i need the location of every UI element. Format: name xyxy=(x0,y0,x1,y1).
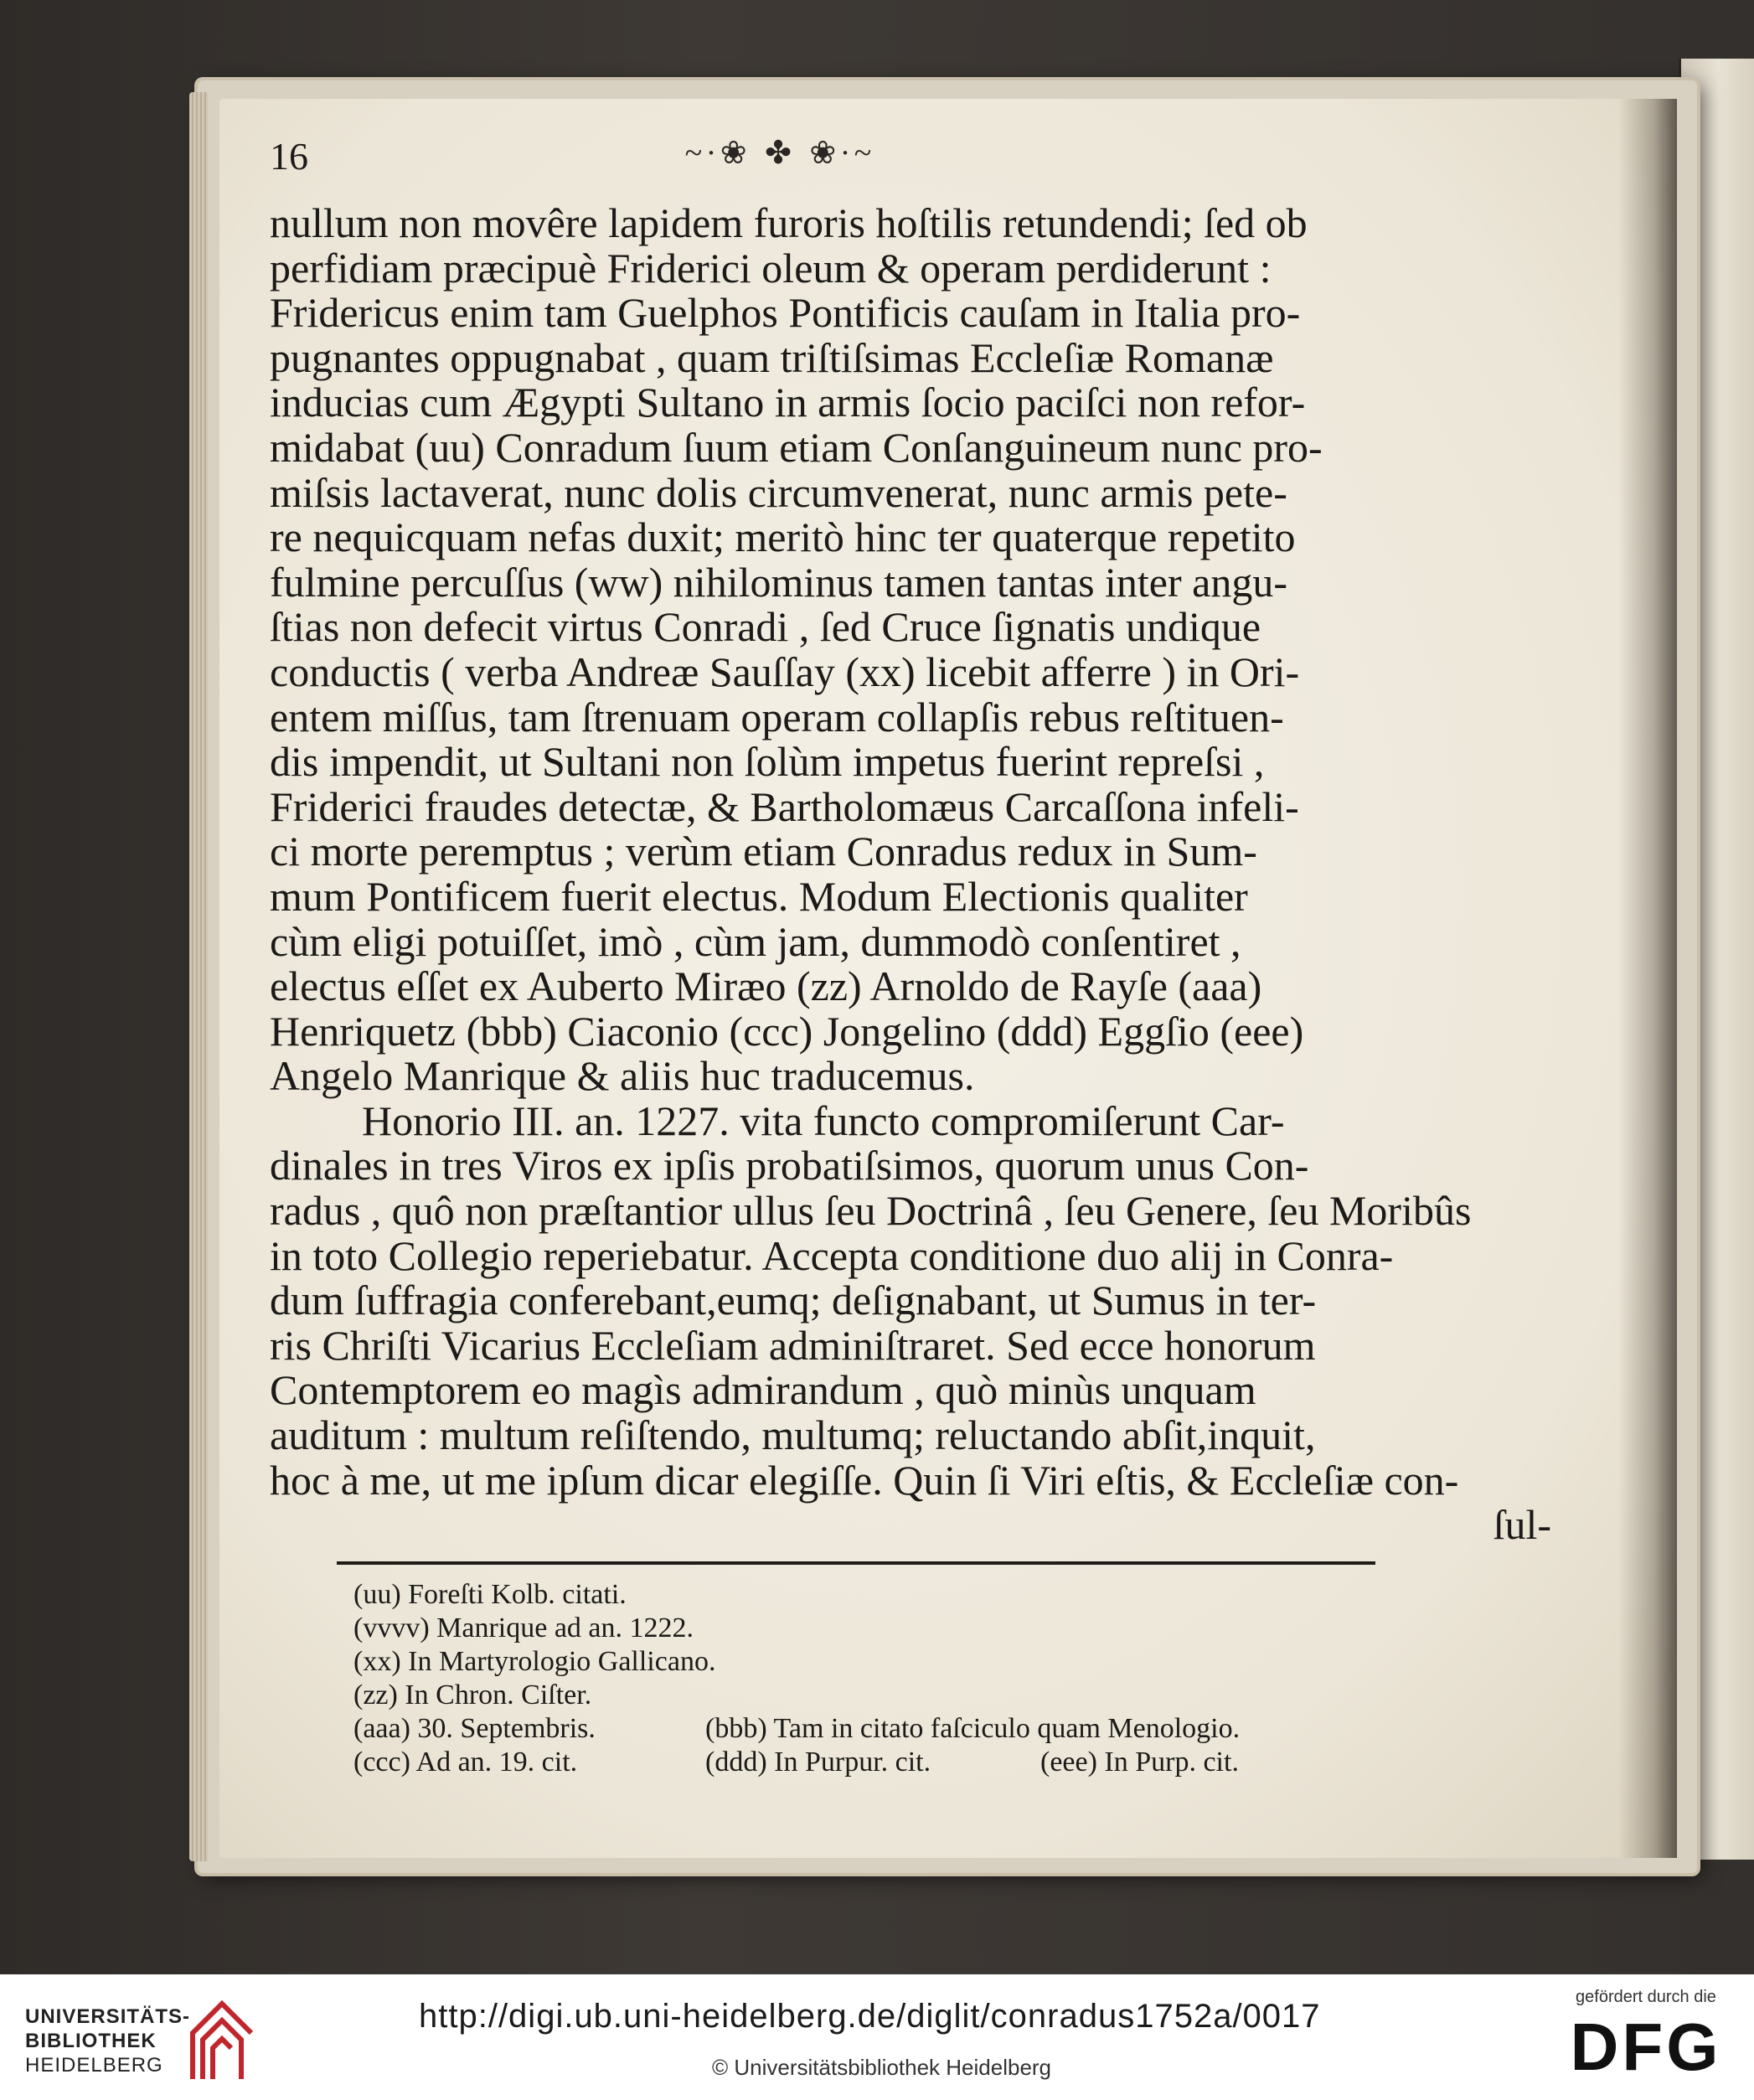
text-line: fulmine percuſſus (ww) nihilominus tamen tantas inter angu- xyxy=(270,558,1287,606)
footnote: (ccc) Ad an. 19. cit. xyxy=(353,1746,578,1778)
footnote: (uu) Foreſti Kolb. citati. xyxy=(353,1578,627,1610)
footnote: (zz) In Chron. Ciſter. xyxy=(353,1679,592,1710)
text-line: ſtias non defecit virtus Conradi , ſed Cruce ſignatis undique xyxy=(270,603,1261,651)
footnote: (ddd) In Purpur. cit. xyxy=(705,1746,931,1778)
text-line: Angelo Manrique & aliis huc traducemus. xyxy=(270,1052,975,1100)
text-line: nullum non movêre lapidem furoris hoſtilis retundendi; ſed ob xyxy=(270,199,1308,246)
text-line: dis impendit, ut Sultani non ſolùm impetus fuerint repreſsi , xyxy=(270,738,1265,786)
page-content xyxy=(270,134,1551,1779)
text-line: in toto Collegio reperiebatur. Accepta conditione duo alij in Conra- xyxy=(270,1231,1394,1279)
library-name xyxy=(25,2005,190,2077)
page-number: 16 xyxy=(270,135,308,178)
footnote: (eee) In Purp. cit. xyxy=(1040,1746,1239,1778)
text-line: dinales in tres Viros ex ipſis probatiſsimos, quorum unus Con- xyxy=(270,1142,1309,1189)
footnote: (xx) In Martyrologio Gallicano. xyxy=(353,1645,716,1677)
footnote: (bbb) Tam in citato faſciculo quam Menologio. xyxy=(705,1712,1241,1744)
text-line: mum Pontificem fuerit electus. Modum Electionis qualiter xyxy=(270,872,1248,920)
footer-bar xyxy=(0,1974,1754,2100)
footnote-rule xyxy=(337,1561,1375,1565)
sponsor-label: gefördert durch die xyxy=(1576,1988,1716,2006)
text-line: Henriquetz (bbb) Ciaconio (ccc) Jongelino (ddd) Eggſio (eee) xyxy=(270,1007,1304,1055)
text-line: perfidiam præcipuè Friderici oleum & operam perdiderunt : xyxy=(270,244,1272,292)
footnote: (vvvv) Manrique ad an. 1222. xyxy=(353,1612,694,1643)
text-line: Fridericus enim tam Guelphos Pontificis cauſam in Italia pro- xyxy=(270,289,1301,337)
text-line: radus , quô non præſtantior ullus ſeu Doctrinâ , ſeu Genere, ſeu Moribûs xyxy=(270,1187,1472,1235)
header-ornament: ~∙❀ ✤ ❀∙~ xyxy=(684,136,877,171)
library-name-line: BIBLIOTHEK xyxy=(25,2030,157,2052)
text-line: ci morte peremptus ; verùm etiam Conradus redux in Sum- xyxy=(270,828,1257,875)
text-line: conductis ( verba Andreæ Sauſſay (xx) licebit afferre ) in Ori- xyxy=(270,648,1300,695)
library-logo[interactable] xyxy=(25,1999,285,2083)
text-line: Friderici fraudes detectæ, & Bartholomæus Carcaſſona infeli- xyxy=(270,782,1299,830)
text-line: Contemptorem eo magìs admirandum , quò minùs unquam xyxy=(270,1366,1256,1414)
text-line: hoc à me, ut me ipſum dicar elegiſſe. Quin ſi Viri eſtis, & Eccleſiæ con- xyxy=(270,1456,1459,1504)
text-line: dum ſuffragia conferebant,eumq; deſignabant, ut Sumus in ter- xyxy=(270,1277,1317,1324)
body-text xyxy=(270,201,1551,1548)
library-emblem-icon xyxy=(176,1999,268,2083)
text-line: re nequicquam nefas duxit; meritò hinc ter quaterque repetito xyxy=(270,513,1296,561)
footnote: (aaa) 30. Septembris. xyxy=(353,1712,596,1744)
text-line: Honorio III. an. 1227. vita functo compromiſerunt Car- xyxy=(362,1096,1285,1144)
text-line: auditum : multum reſiſtendo, multumq; reluctando abſit,inquit, xyxy=(270,1411,1316,1459)
permalink-url[interactable]: http://digi.ub.uni-heidelberg.de/diglit/conradus1752a/0017 xyxy=(419,1998,1321,2035)
dfg-logo-icon: DFG xyxy=(1570,2010,1722,2084)
text-line: entem miſſus, tam ſtrenuam operam collapſis rebus reſtituen- xyxy=(270,693,1284,740)
text-line: ris Chriſti Vicarius Eccleſiam adminiſtraret. Sed ecce honorum xyxy=(270,1321,1316,1369)
copyright-notice: © Universitätsbibliothek Heidelberg xyxy=(712,2055,1052,2080)
text-line: ſul- xyxy=(1493,1501,1551,1549)
page-header xyxy=(270,134,1551,201)
text-line: miſsis lactaverat, nunc dolis circumvenerat, nunc armis pete- xyxy=(270,468,1287,516)
text-line: midabat (uu) Conradum ſuum etiam Conſanguineum nunc pro- xyxy=(270,423,1323,471)
page-gutter-shadow xyxy=(1618,99,1677,1858)
text-line: pugnantes oppugnabat , quam triſtiſsimas Eccleſiæ Romanæ xyxy=(270,333,1274,381)
library-name-line: HEIDELBERG xyxy=(25,2054,163,2077)
footnotes xyxy=(270,1578,1551,1779)
text-line: inducias cum Ægypti Sultano in armis ſocio paciſci non refor- xyxy=(270,379,1306,426)
footnote-row xyxy=(353,1746,1551,1779)
text-line: electus eſſet ex Auberto Miræo (zz) Arnoldo de Rayſe (aaa) xyxy=(270,962,1262,1010)
text-line: cùm eligi potuiſſet, imò , cùm jam, dummodò conſentiret , xyxy=(270,917,1241,965)
library-name-line: UNIVERSITÄTS- xyxy=(25,2005,191,2028)
sponsor-logo[interactable] xyxy=(1558,1988,1734,2088)
footnote-row xyxy=(353,1712,1551,1746)
